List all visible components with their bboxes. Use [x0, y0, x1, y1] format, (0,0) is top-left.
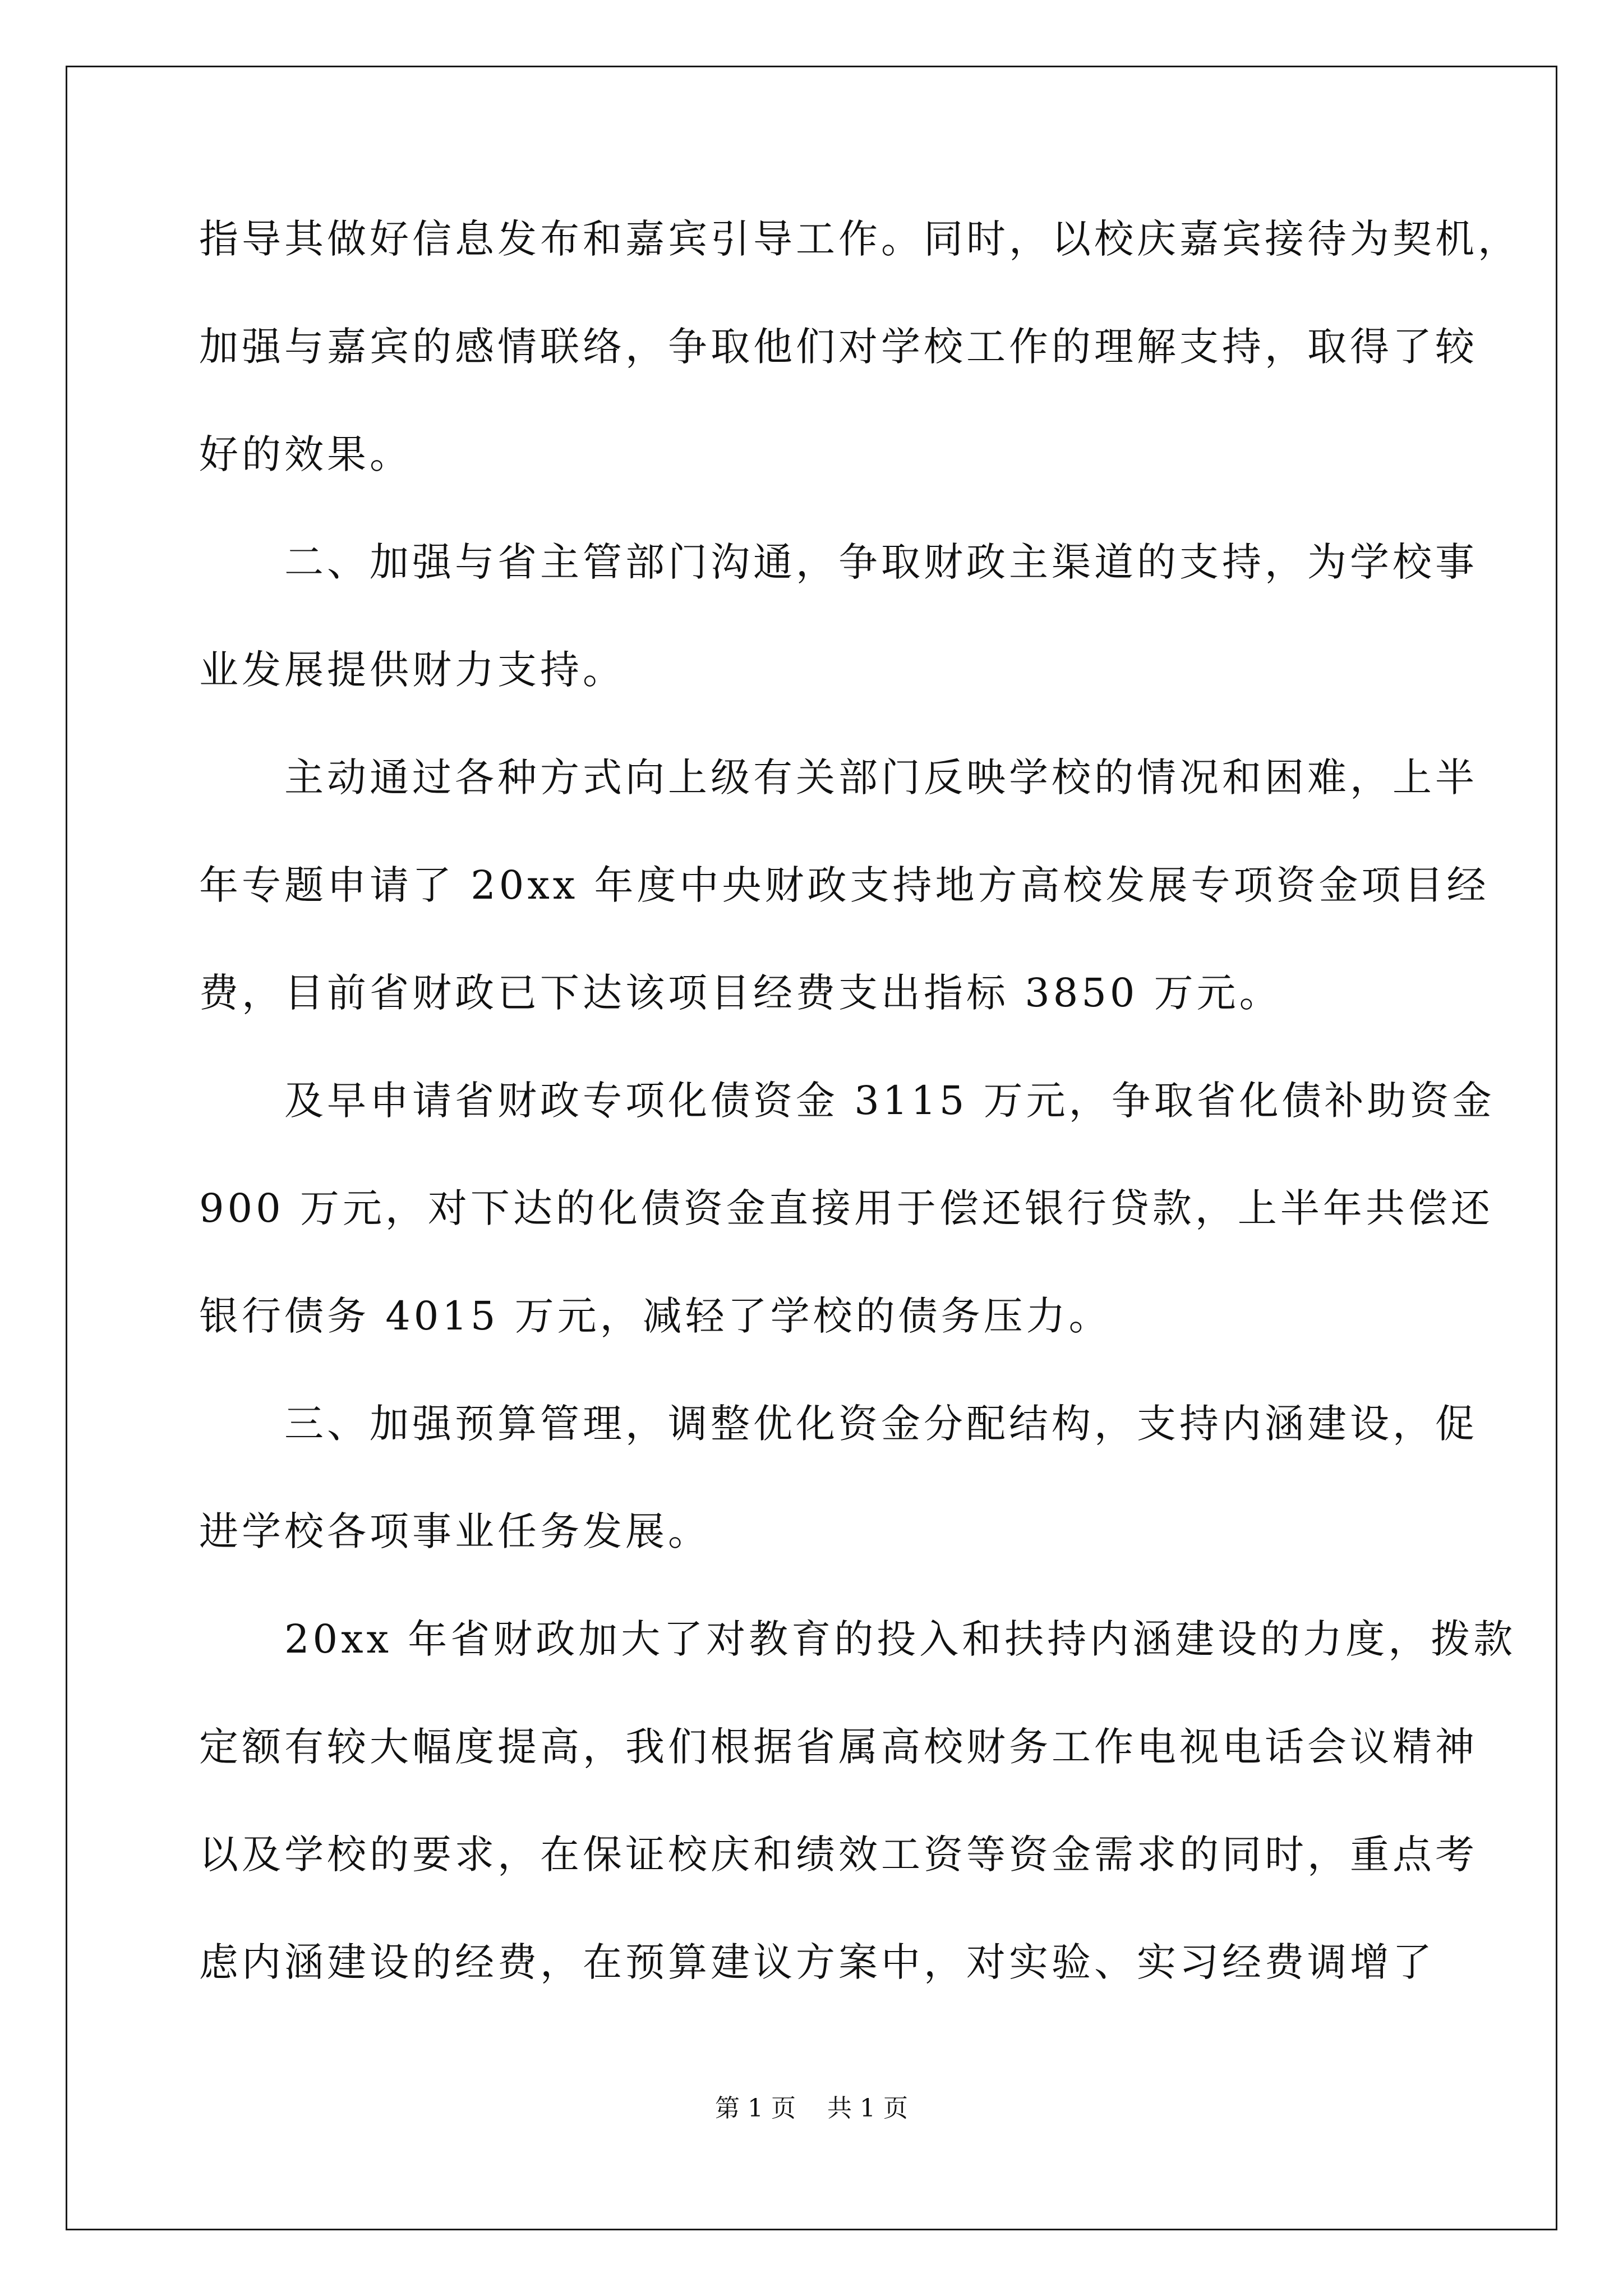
- page-number-current: 第 1 页: [715, 2094, 796, 2123]
- text-line: 20xx 年省财政加大了对教育的投入和扶持内涵建设的力度，拨款: [199, 1616, 1516, 1662]
- page-footer: [0, 2088, 1623, 2124]
- text-line: 三、加强预算管理，调整优化资金分配结构，支持内涵建设，促: [199, 1401, 1478, 1447]
- text-line: 银行债务 4015 万元，减轻了学校的债务压力。: [199, 1293, 1112, 1339]
- text-line: 业发展提供财力支持。: [199, 647, 625, 693]
- text-line: 主动通过各种方式向上级有关部门反映学校的情况和困难，上半: [199, 754, 1478, 800]
- text-line: 好的效果。: [199, 431, 412, 477]
- text-line: 费，目前省财政已下达该项目经费支出指标 3850 万元。: [199, 970, 1282, 1016]
- page-number-total: 共 1 页: [827, 2094, 908, 2123]
- text-line: 进学校各项事业任务发展。: [199, 1508, 711, 1554]
- text-line: 加强与嘉宾的感情联络，争取他们对学校工作的理解支持，取得了较: [199, 324, 1478, 370]
- text-line: 定额有较大幅度提高，我们根据省属高校财务工作电视电话会议精神: [199, 1724, 1478, 1770]
- text-line: 900 万元，对下达的化债资金直接用于偿还银行贷款，上半年共偿还: [199, 1185, 1493, 1231]
- text-line: 二、加强与省主管部门沟通，争取财政主渠道的支持，为学校事: [199, 539, 1478, 585]
- text-line: 年专题申请了 20xx 年度中央财政支持地方高校发展专项资金项目经: [199, 862, 1490, 908]
- text-line: 指导其做好信息发布和嘉宾引导工作。同时，以校庆嘉宾接待为契机，: [199, 216, 1520, 262]
- text-line: 虑内涵建设的经费，在预算建议方案中，对实验、实习经费调增了: [199, 1939, 1435, 1985]
- text-line: 以及学校的要求，在保证校庆和绩效工资等资金需求的同时，重点考: [199, 1832, 1478, 1878]
- document-body: [199, 216, 1520, 2050]
- text-line: 及早申请省财政专项化债资金 3115 万元，争取省化债补助资金: [199, 1078, 1495, 1124]
